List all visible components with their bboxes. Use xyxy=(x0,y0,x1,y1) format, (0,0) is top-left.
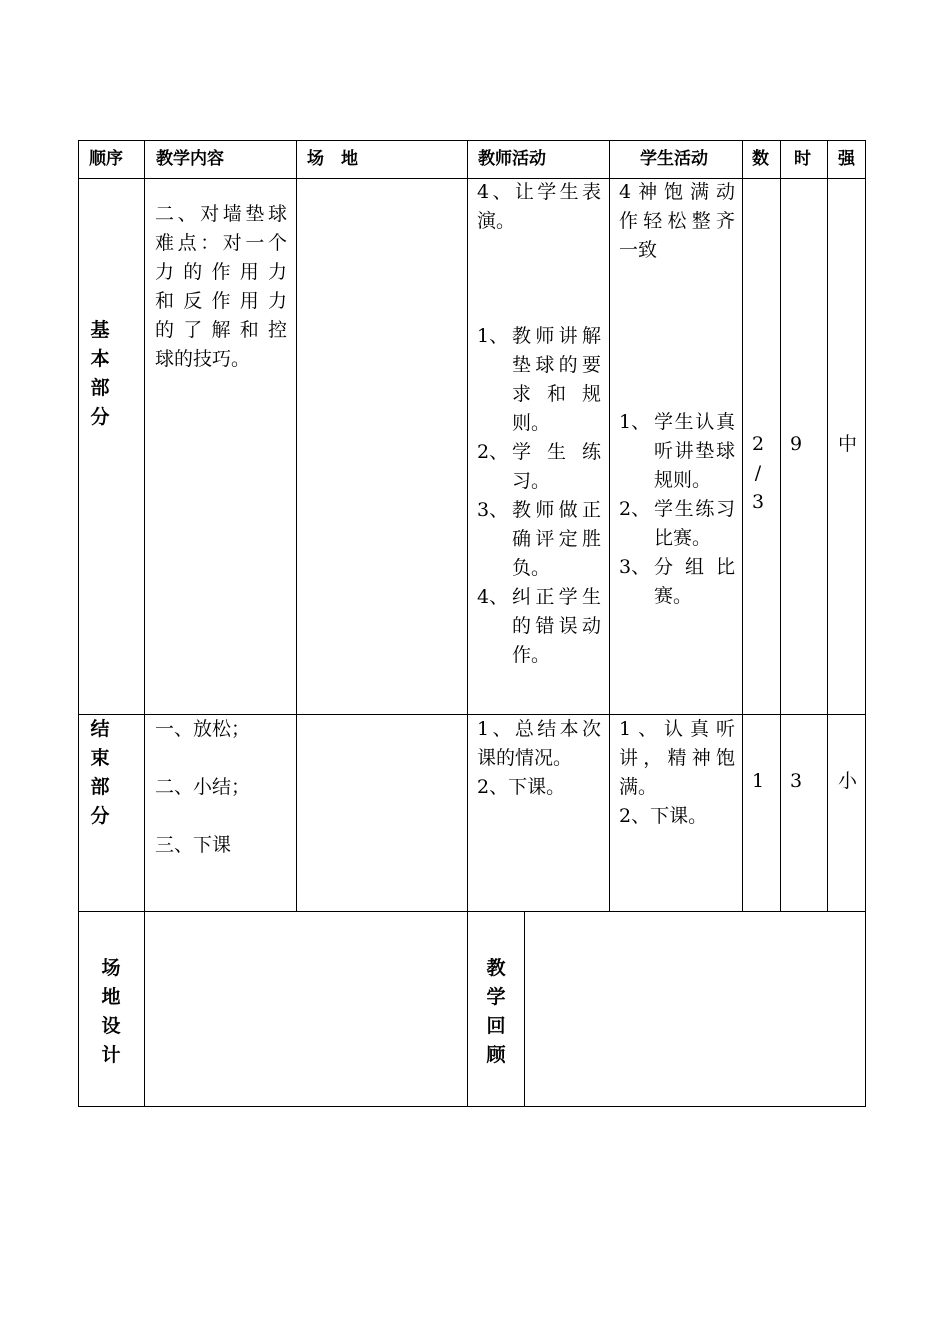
header-content: 教学内容 xyxy=(156,148,224,169)
basic-teacher-top: 4、让学生表 演。 xyxy=(477,181,601,232)
teaching-review-label: 教 学 回 顾 xyxy=(486,957,506,1066)
list-item: 4、 纠正学生的错误动作。 xyxy=(477,586,601,666)
list-item: 3、 分组比赛。 xyxy=(619,556,735,607)
ending-intensity: 小 xyxy=(838,770,858,792)
basic-intensity: 中 xyxy=(838,433,858,455)
ending-student: 1、认真听 讲，精神饱 满。 2、下课。 xyxy=(619,718,735,827)
header-count: 数 xyxy=(752,148,769,169)
basic-teacher-list xyxy=(477,322,601,670)
header-teacher: 教师活动 xyxy=(478,148,546,169)
list-item: 3、 教师做正确评定胜负。 xyxy=(477,499,601,579)
list-item: 2、 学生练习比赛。 xyxy=(619,498,735,549)
basic-count: 2 / 3 xyxy=(751,433,765,513)
ending-teacher: 1、总结本次 课的情况。 2、下课。 xyxy=(477,718,601,798)
header-venue: 场 地 xyxy=(307,148,358,169)
basic-student-top: 4神饱满动 作轻松整齐 一致 xyxy=(619,181,735,261)
list-item: 2、 学生练习。 xyxy=(477,441,601,492)
ending-time: 3 xyxy=(790,770,803,792)
ending-section-label: 结 束 部 分 xyxy=(90,718,110,827)
header-time: 时 xyxy=(794,148,811,169)
basic-section-label: 基 本 部 分 xyxy=(90,319,110,428)
basic-content: 二、对墙垫球 难点：对一个 力的作用力 和反作用力 的了解和控 球的技巧。 xyxy=(155,203,287,370)
header-student: 学生活动 xyxy=(640,148,708,169)
venue-design-label: 场 地 设 计 xyxy=(101,957,121,1066)
ending-count: 1 xyxy=(752,770,765,792)
header-order: 顺序 xyxy=(89,148,123,169)
basic-time: 9 xyxy=(790,433,803,455)
ending-content: 一、放松； 二、小结； 三、下课 xyxy=(155,718,251,856)
header-intensity: 强 xyxy=(838,148,855,169)
basic-student-list xyxy=(619,408,735,611)
list-item: 1、 教师讲解垫球的要求和规则。 xyxy=(477,325,601,434)
list-item: 1、 学生认真听讲垫球规则。 xyxy=(619,411,735,491)
